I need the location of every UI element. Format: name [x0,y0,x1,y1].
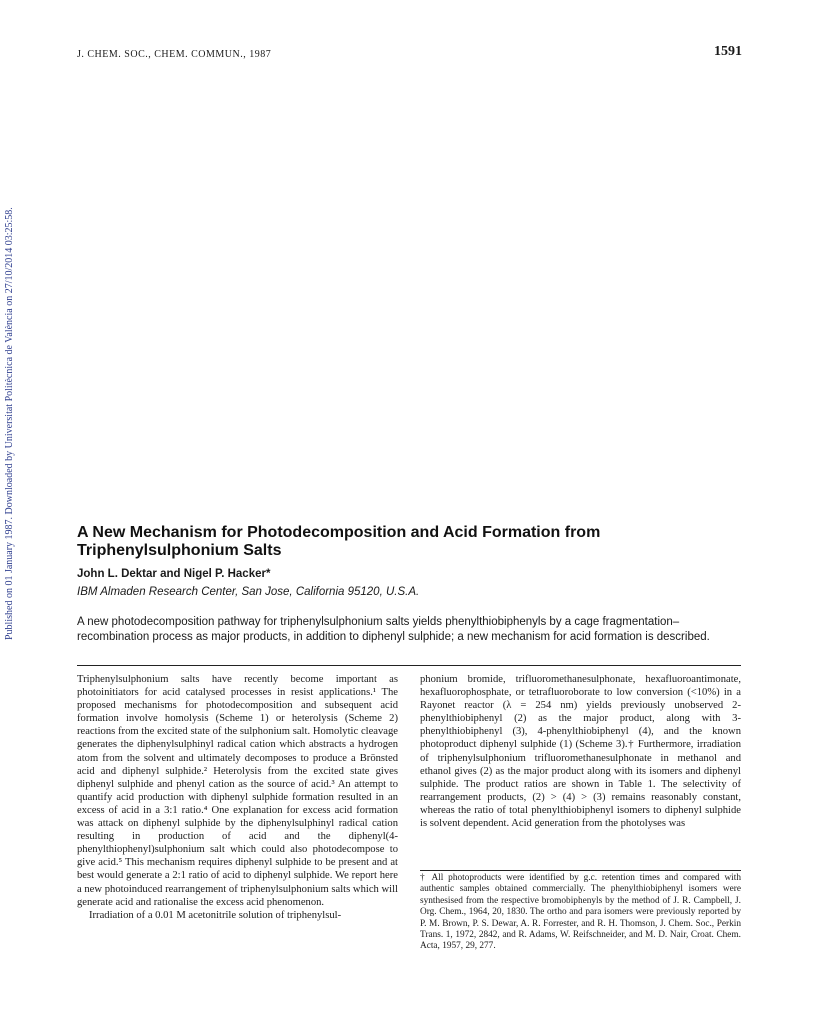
download-notice-text: Published on 01 January 1987. Downloaded by Universitat Politècnica de València on 27/10/2014 03:25:58. [4,207,15,640]
body-column-right [420,673,741,830]
article-authors: John L. Dektar and Nigel P. Hacker* [77,568,271,580]
footnote: † All photoproducts were identified by g.c. retention times and compared with authentic samples obtained commercially. The phenylthiobiphenyl isomers were synthesised from the respective bromobiphenyls by the method of J. R. Campbell, J. Org. Chem., 1964, 20, 1830. The ortho and para isomers were previously reported by P. M. Brown, P. S. Dewar, A. R. Forrester, and R. H. Thomson, J. Chem. Soc., Perkin Trans. 1, 1972, 2842, and R. Adams, W. Reifschneider, and M. D. Nair, Croat. Chem. Acta, 1957, 29, 277. [420,873,741,952]
article-abstract: A new photodecomposition pathway for triphenylsulphonium salts yields phenylthiobiphenyls by a cage fragmentation–recombination process as major products, in addition to diphenyl sulphide; a new mechanism for acid formation is described. [77,616,710,643]
download-notice [4,150,18,640]
running-head: J. CHEM. SOC., CHEM. COMMUN., 1987 [77,49,272,60]
author-affiliation: IBM Almaden Research Center, San Jose, California 95120, U.S.A. [77,586,420,598]
body-paragraph: phonium bromide, trifluoromethanesulphonate, hexafluoroantimonate, hexafluorophosphate, or tetrafluoroborate to low conversion (<10%) in a Rayonet reactor (λ = 254 nm) yields previously unobserved 2-phenylthiobiphenyl (2) as the major product, along with 3-phenylthiobiphenyl (3), 4-phenylthiobiphenyl (4), and the known photoproduct diphenyl sulphide (1) (Scheme 3).† Furthermore, irradiation of triphenylsulphonium trifluoromethanesulphonate in methanol and ethanol gives (2) as the major product along with its isomers and diphenyl sulphide. The product ratios are shown in Table 1. The selectivity of rearrangement products, (2) > (4) > (3) remains reasonably constant, whereas the ratio of total phenylthiobiphenyl isomers to diphenyl sulphide is solvent dependent. Acid generation from the photolyses was [420,674,741,830]
body-paragraph: Irradiation of a 0.01 M acetonitrile solution of triphenylsul- [89,909,342,921]
page-number: 1591 [714,44,742,59]
body-paragraph: Triphenylsulphonium salts have recently become important as photoinitiators for acid catalysed processes in resist applications.¹ The proposed mechanisms for photodecomposition and subsequent acid formation involve homolysis (Scheme 1) or heterolysis (Scheme 2) reactions from the excited state of the sulphonium salt. Homolytic cleavage generates the diphenylsulphinyl radical cation which abstracts a hydrogen atom from the solvent and ultimately decomposes to produce a Brönsted acid and diphenyl sulphide.² Heterolysis from the excited state gives diphenyl sulphide and phenyl cation as the source of acid.³ An attempt to quantify acid production with diphenyl sulphide formation resulted in an excess of acid in a 3:1 ratio.⁴ One explanation for excess acid formation was attack on diphenyl sulphide by the diphenylsulphinyl radical cation resulting in production of acid and the diphenyl(4-phenylthiophenyl)sulphonium salt which could also photodecompose to give acid.⁵ This mechanism requires diphenyl sulphide to be present and at best would generate a 2:1 ratio of acid to diphenyl sulphide. We report here a new photoinduced rearrangement of triphenylsulphonium salts which will generate acid and rationalise the excess acid phenomenon. [77,674,398,908]
body-column-left [77,673,398,922]
footnote-divider [420,870,741,871]
article-title: A New Mechanism for Photodecomposition and Acid Formation from Triphenylsulphonium Salts [77,524,601,559]
abstract-divider [77,665,741,666]
